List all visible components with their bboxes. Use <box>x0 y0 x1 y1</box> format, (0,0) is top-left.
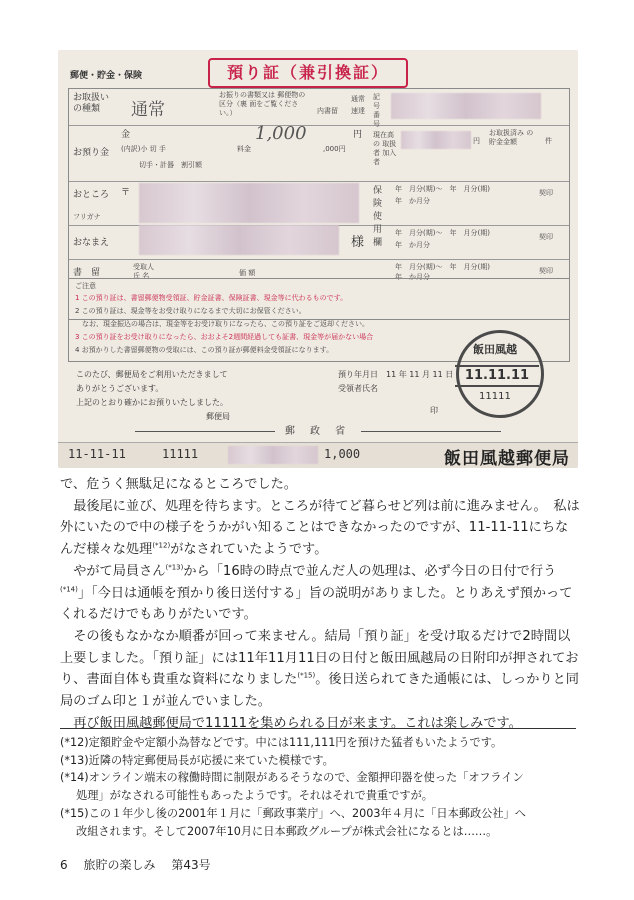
footnote-13 <box>60 752 580 770</box>
receipt-foot-number: 11111 <box>162 447 199 461</box>
receipt-amount-handwritten: 1,000 <box>255 123 307 144</box>
receipt-label-furigana: フリガナ <box>73 213 101 221</box>
receipt-period-2: 年 月分(期)～ 年 月分(期) <box>395 229 490 237</box>
redacted-name <box>139 225 339 255</box>
receipt-accept <box>338 368 453 418</box>
receipt-kind-handwritten: 通常 <box>131 100 165 120</box>
receipt-label-address: おところ <box>73 190 110 200</box>
receipt-note-2b: なお、現金振込の場合は、現金等をお受け取りになったら、この預り証をご返却ください。 <box>75 320 369 328</box>
receipt-postal-mark: 〒 <box>121 188 131 198</box>
receipt-fee-label: 料金 <box>237 145 251 153</box>
receipt-foot-amount: 1,000 <box>324 447 361 461</box>
receipt-period-1b: 年 か月分 <box>395 197 430 205</box>
receipt-header-left: 郵便・貯金・保険 <box>70 71 143 81</box>
receipt-sama: 様 <box>351 235 365 250</box>
receipt-seal-3: 契印 <box>539 267 553 275</box>
paragraph-4-text: その後もなかなか順番が回って来ません。結局「預り証」を受け取るだけで2時間以上要しました。「預り証」には11年11月11日の日付と飯田風越局の日附印が押されており、書面自体も貴重な資料になりました <box>60 628 579 688</box>
paragraph-2-text: 最後尾に並び、処理を待ちます。ところが待てど暮らせど列は前に進みません。 私は外にいたので中の様子をうかがい知ることはできなかったのですが、11-11-11にちなんだ様々な処理 <box>60 498 580 558</box>
receipt-mail-express: 速達 <box>351 107 365 115</box>
receipt-handled-label: お取扱済み の貯金金額 <box>489 129 534 146</box>
receipt-accept-name: 受領者氏名 <box>338 384 378 393</box>
receipt-amount-unit: 円 <box>353 130 363 140</box>
footnote-text: 近隣の特定郵便局長が応援に来ていた模様です。 <box>88 753 334 767</box>
receipt-fee-value: ,000円 <box>323 145 346 153</box>
footnote-text: この１年少し後の2001年１月に「郵政事業庁」へ、2003年４月に「日本郵政公社」へ <box>88 806 526 820</box>
footnote-ref-15[interactable]: (*15) <box>297 671 316 680</box>
page-number: 6 <box>60 858 68 872</box>
receipt-label-code: 記号番号 <box>373 93 380 128</box>
receipt-current-label: 現在高の 取扱者 加入者 <box>373 131 397 166</box>
receipt-title: 預り証（兼引換証） <box>208 58 408 88</box>
paragraph-3-text-end: 」「今日は通帳を預かり後日送付する」旨の説明がありました。とりあえず預かってくれるだけでもありがたいです。 <box>60 585 573 623</box>
footnote-14 <box>60 769 580 787</box>
receipt-footer-strip <box>58 442 578 468</box>
paragraph-1 <box>60 474 580 496</box>
footnotes <box>60 734 580 840</box>
footnote-mark: (*14) <box>60 771 89 785</box>
receipt-thanks-3: 上記のとおり確かにお預りいたしました。 <box>76 398 228 407</box>
redacted-address <box>139 183 359 223</box>
receipt-stamp-label: 切手・計器 割引額 <box>139 161 202 169</box>
footnote-divider <box>60 728 576 729</box>
paragraph-3-text-mid: から「16時の時点で並んだ人の処理は、必ず今日の日付で行う <box>183 563 557 579</box>
article-body <box>60 474 580 734</box>
receipt-foot-date: 11-11-11 <box>68 447 126 461</box>
issue-number: 第43号 <box>171 858 211 872</box>
receipt-thanks-2: ありがとうございます。 <box>76 384 164 393</box>
paragraph-4-text-end: 。後日送られてきた通帳には、しっかりと同局のゴム印と１が並んでいました。 <box>60 672 579 710</box>
postmark-date: 11.11.11 <box>455 365 539 387</box>
redacted-code <box>391 93 541 119</box>
paragraph-5 <box>60 713 580 735</box>
postmark-stamp <box>456 330 544 418</box>
footnote-mark: (*13) <box>60 753 89 767</box>
receipt-deposit-notes: お振りの書類又は 郵便物の区分（裏 面をご覧ください。） <box>219 91 306 117</box>
receipt-notes-title: ご注意 <box>75 282 96 290</box>
receipt-label-name: おなまえ <box>73 238 110 248</box>
footnote-15 <box>60 805 580 823</box>
receipt-mail-ordinary: 通常 <box>351 95 365 103</box>
paragraph-2 <box>60 496 580 561</box>
paragraph-1-text: で、危うく無駄足になるところでした。 <box>60 477 297 492</box>
footnote-ref-12[interactable]: (*12) <box>152 541 171 550</box>
receipt-thanks-office: 郵便局 <box>206 412 230 421</box>
receipt-insurance-col: 保険使用欄 <box>373 186 383 248</box>
magazine-title: 旅貯の楽しみ <box>83 858 156 872</box>
receipt-seal-1: 契印 <box>539 189 553 197</box>
paragraph-3-text: やがて局員さん <box>73 563 166 579</box>
receipt-period-3b: 年 か月分 <box>395 273 430 281</box>
deposit-receipt-image <box>58 50 578 468</box>
paragraph-3 <box>60 561 580 626</box>
footnote-text: オンライン端末の稼働時間に制限があるそうなので、金額押印器を使った「オフライン <box>88 771 524 785</box>
receipt-thanks-1: このたび、郵便局をご利用いただきまして <box>76 370 228 379</box>
paragraph-5-text: 再び飯田風越郵便局で11111を集められる日が来ます。これは楽しみです。 <box>73 715 522 731</box>
receipt-seal-mark: 印 <box>430 406 438 415</box>
receipt-unit-yen: 円 <box>473 137 480 145</box>
receipt-note-3: 3 この預り証をお受け取りになったら、おおよそ2週間経過しても証書、現金等が届かない場合 <box>75 333 374 341</box>
receipt-note-4: 4 お預かりした書留郵便物の受取には、この預り証が郵便料金受領証になります。 <box>75 346 334 354</box>
receipt-seal-2: 契印 <box>539 233 553 241</box>
receipt-row-amount <box>69 125 569 182</box>
receipt-thanks <box>76 368 230 424</box>
postmark-number: 11111 <box>479 391 511 402</box>
receipt-accept-date: 預り年月日 11 年 11 月 11 日 <box>338 370 454 379</box>
footnote-ref-14[interactable]: (*14) <box>60 585 78 594</box>
receipt-label-amount: お預り金 <box>73 148 110 158</box>
footnote-ref-13[interactable]: (*13) <box>165 563 184 572</box>
receipt-label-kind: お取扱い の種類 <box>73 93 110 114</box>
receipt-row-kind <box>69 89 569 126</box>
receipt-foot-office: 飯田風越郵便局 <box>444 449 570 468</box>
receipt-ministry: 郵 政 省 <box>58 422 578 437</box>
receipt-amount-prefix: 金 <box>121 130 131 140</box>
receipt-period-2b: 年 か月分 <box>395 241 430 249</box>
page-footer <box>60 856 223 873</box>
redacted-balance <box>401 131 471 149</box>
receipt-mail-registered: 内書留 <box>317 107 338 115</box>
receipt-recipient-label: 受取人 氏 名 <box>133 263 154 280</box>
footnote-14-cont: 処理」がなされる可能性もあったようです。それはそれで貴重ですが。 <box>76 789 433 803</box>
redacted-foot <box>228 446 318 464</box>
receipt-note-1: 1 この預り証は、書留郵便物受領証、貯金証書、保険証書、現金等に代わるものです。 <box>75 294 348 302</box>
receipt-unit-count: 件 <box>545 137 552 145</box>
paragraph-4 <box>60 626 580 713</box>
footnote-12 <box>60 734 580 752</box>
receipt-row-name <box>69 225 569 260</box>
receipt-period-3: 年 月分(期)～ 年 月分(期) <box>395 263 490 271</box>
footnote-mark: (*12) <box>60 736 89 749</box>
footnote-15-cont: 改組されます。そして2007年10月に日本郵政グループが株式会社になるとは……。 <box>76 824 498 838</box>
paragraph-2-text-end: がなされていたようです。 <box>170 542 328 558</box>
receipt-label-registered: 書 留 <box>73 268 101 278</box>
receipt-check-line: (内訳)小 切 手 <box>121 145 166 153</box>
receipt-period-1: 年 月分(期)～ 年 月分(期) <box>395 185 490 193</box>
footnote-text: 定額貯金や定額小為替などです。中には111,111円を預けた猛者もいたようです。 <box>88 736 503 749</box>
postmark-office: 飯田風越 <box>473 343 517 356</box>
receipt-note-2: 2 この預り証は、現金等をお受け取りになるまで大切にお保管ください。 <box>75 307 306 315</box>
receipt-price-label: 価 額 <box>239 269 256 277</box>
footnote-mark: (*15) <box>60 806 89 820</box>
